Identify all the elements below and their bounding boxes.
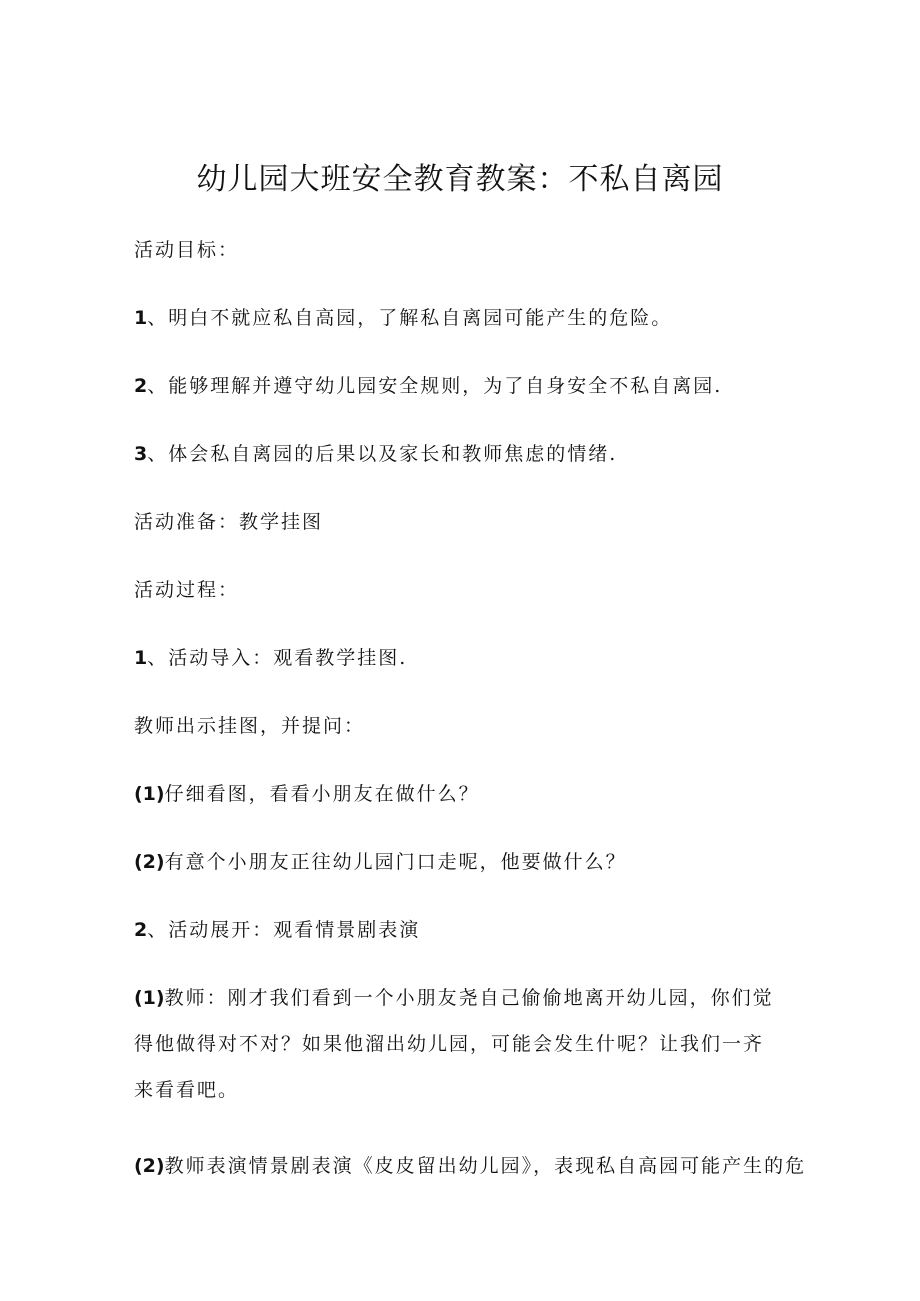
paragraph-step-1 — [134, 645, 794, 671]
paragraph-text: 、活动导入：观看教学挂图. — [147, 647, 408, 669]
paragraph-question-1 — [134, 781, 794, 807]
paragraph-text: 活动准备：教学挂图 — [134, 511, 324, 533]
paragraph-number: (1) — [134, 783, 165, 805]
paragraph-teacher-talk — [134, 975, 784, 1113]
paragraph-text: 、能够理解并遵守幼儿园安全规则，为了自身安全不私自离园. — [147, 375, 723, 397]
paragraph-goal-3 — [134, 441, 794, 467]
paragraph-text: 活动目标： — [134, 239, 240, 261]
paragraph-number: 2 — [134, 919, 148, 941]
paragraph-number: 3 — [134, 443, 148, 465]
paragraph-text: 、明白不就应私自高园，了解私自离园可能产生的危险。 — [147, 307, 673, 329]
paragraph-text: 、体会私自离园的后果以及家长和教师焦虑的情绪. — [147, 443, 618, 465]
paragraph-text: 活动过程： — [134, 579, 240, 601]
paragraph-goal-1 — [134, 305, 794, 331]
paragraph-number: (2) — [134, 851, 165, 873]
paragraph-number: (2) — [134, 1155, 165, 1177]
paragraph-text: 仔细看图，看看小朋友在做什么？ — [164, 783, 480, 805]
paragraph-text: 教师表演情景剧表演《皮皮留出幼儿园》，表现私自高园可能产生的危 — [164, 1155, 807, 1177]
paragraph-activity-process — [134, 577, 794, 603]
paragraph-text: 有意个小朋友正往幼儿园门口走呢，他要做什么？ — [164, 851, 627, 873]
paragraph-teacher-perform — [134, 1153, 807, 1179]
paragraph-activity-prep — [134, 509, 794, 535]
paragraph-goal-2 — [134, 373, 794, 399]
paragraph-question-2 — [134, 849, 794, 875]
paragraph-number: 1 — [134, 647, 148, 669]
document-title: 幼儿园大班安全教育教案：不私自离园 — [196, 162, 724, 197]
paragraph-text: 教师出示挂图，并提问： — [134, 715, 366, 737]
paragraph-number: 1 — [134, 307, 148, 329]
paragraph-text: 、活动展开：观看情景剧表演 — [147, 919, 421, 941]
paragraph-step-2 — [134, 917, 794, 943]
paragraph-activity-goals — [134, 237, 794, 263]
paragraph-text: 教师：刚才我们看到一个小朋友尧自己偷偷地离开幼儿园，你们觉得他做得对不对？如果他溜出幼儿园，可能会发生什呢？让我们一齐来看看吧。 — [134, 987, 774, 1101]
paragraph-number: 2 — [134, 375, 148, 397]
paragraph-number: (1) — [134, 987, 165, 1009]
paragraph-teacher-shows — [134, 713, 794, 739]
